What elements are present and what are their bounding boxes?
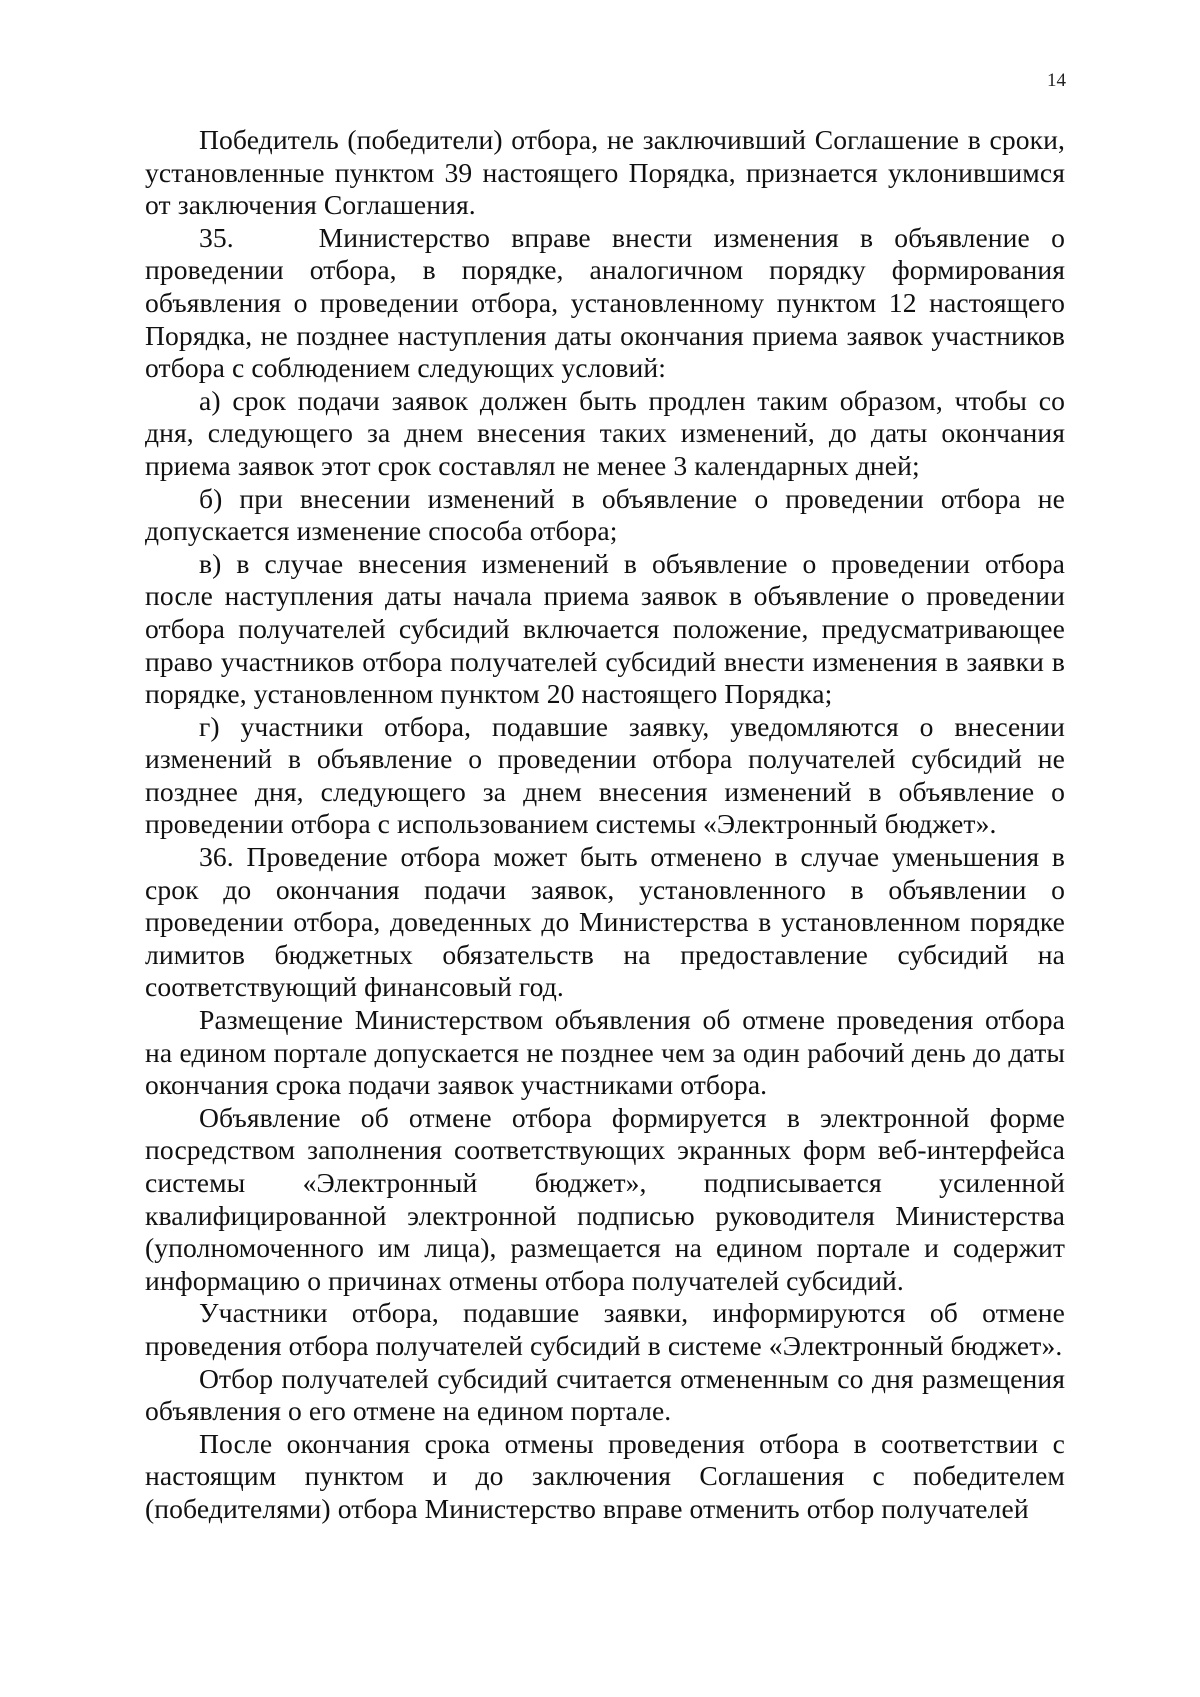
paragraph-35-v: в) в случае внесения изменений в объявление о проведении отбора после наступления даты начала приема заявок в объявление о проведении отбора получателей субсидий включается положение, предусматривающее право участников отбора получателей субсидий внести изменения в заявки в порядке, установленном пунктом 20 настоящего Порядка;	[145, 547, 1065, 710]
paragraph-cancel-announcement: Объявление об отмене отбора формируется в электронной форме посредством заполнения соответствующих экранных форм веб-интерфейса системы «Электронный бюджет», подписывается усиленной квалифицированной электронной подписью руководителя Министерства (уполномоченного им лица), размещается на едином портале и содержит информацию о причинах отмены отбора получателей субсидий.	[145, 1101, 1065, 1296]
paragraph-35: 35. Министерство вправе внести изменения в объявление о проведении отбора, в порядке, аналогичном порядку формирования объявления о проведении отбора, установленному пунктом 12 настоящего Порядка, не позднее наступления даты окончания приема заявок участников отбора с соблюдением следующих условий:	[145, 221, 1065, 384]
paragraph-participants-informed: Участники отбора, подавшие заявки, информируются об отмене проведения отбора получателей субсидий в системе «Электронный бюджет».	[145, 1297, 1065, 1361]
paragraph-after-cancel-period: После окончания срока отмены проведения отбора в соответствии с настоящим пунктом и до заключения Соглашения с победителем (победителями) отбора Министерство вправе отменить отбор получателей	[145, 1427, 1065, 1524]
page-number: 14	[1047, 70, 1066, 91]
paragraph-35-g: г) участники отбора, подавшие заявку, уведомляются о внесении изменений в объявление о проведении отбора получателей субсидий не позднее дня, следующего за днем внесения изменений в объявление о проведении отбора с использованием системы «Электронный бюджет».	[145, 710, 1065, 840]
paragraph-cancel-placement: Размещение Министерством объявления об отмене проведения отбора на едином портале допускается не позднее чем за один рабочий день до даты окончания срока подачи заявок участниками отбора.	[145, 1004, 1065, 1101]
paragraph-cancel-effective: Отбор получателей субсидий считается отмененным со дня размещения объявления о его отмене на едином портале.	[145, 1362, 1065, 1427]
paragraph-35-a: а) срок подачи заявок должен быть продлен таким образом, чтобы со дня, следующего за днем внесения таких изменений, до даты окончания приема заявок этот срок составлял не менее 3 календарных дней;	[145, 384, 1065, 481]
document-body	[145, 124, 1065, 1526]
paragraph-35-b: б) при внесении изменений в объявление о проведении отбора не допускается изменение способа отбора;	[145, 482, 1065, 547]
paragraph-36: 36. Проведение отбора может быть отменено в случае уменьшения в срок до окончания подачи заявок, установленного в объявлении о проведении отбора, доведенных до Министерства в установленном порядке лимитов бюджетных обязательств на предоставление субсидий на соответствующий финансовый год.	[145, 841, 1065, 1003]
paragraph-winner-evasion: Победитель (победители) отбора, не заключивший Соглашение в сроки, установленные пунктом 39 настоящего Порядка, признается уклонившимся от заключения Соглашения.	[145, 124, 1065, 221]
